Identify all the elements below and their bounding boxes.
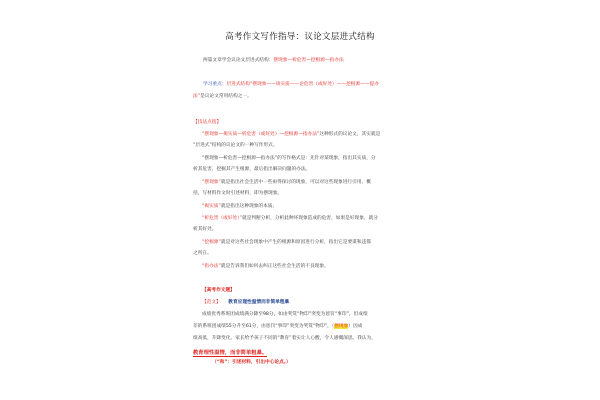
skills-p1-text: 这种形式的议论文，其实就是 — [319, 132, 381, 137]
skills-p4 — [202, 204, 277, 210]
essay-note: （“和”：引述材料，引出中心论点。） — [212, 360, 291, 365]
skills-p3 — [202, 180, 371, 186]
intro-line — [203, 58, 344, 64]
essay-para-2-text: 差的系班团成绩55分升至61分，由惩罚“事印”突变为奖赏“物印”，（ — [193, 324, 335, 329]
skills-p6 — [202, 240, 371, 246]
essay-title: 教育应理性温情而非简单粗暴 — [228, 300, 290, 305]
skills-heading: 【技法点拨】 — [193, 120, 222, 125]
skills-p5 — [202, 216, 378, 222]
skills-p5-red: “析危害（或好处）” — [202, 216, 243, 221]
essay-highlight: 摆现象 — [334, 324, 349, 329]
skills-p2: “摆现象—析危害—挖根源—指办法”的写作格式是：先针对某现象，指出其实质，分 — [202, 156, 376, 161]
study-structure-end: 法” — [193, 94, 201, 99]
example-heading: 【高考作文题】 — [202, 288, 235, 293]
skills-p4-text: 就是指出这种现象的本质。 — [220, 204, 278, 209]
intro-text: 两篇文章学会议论文层进式结构： — [203, 58, 274, 63]
skills-p2-line2: 析其危害，挖掘其产生根源，最后指出解决问题的办法。 — [193, 167, 311, 172]
study-text: 是议论文常用结构之一。 — [200, 94, 252, 99]
skills-p3-text: 就是指出社会生活中一些亟得探讨的现象，可以对这些现象进行引用、概 — [220, 180, 371, 185]
skills-p7 — [202, 264, 329, 270]
skills-p4-red: “揭实质” — [202, 204, 221, 209]
skills-p1 — [202, 132, 380, 138]
skills-p3-red: “摆现象” — [202, 180, 221, 185]
skills-p6-text: 就是对这些社会现象中产生的根源和原因进行分析，指出它是要谋和违都 — [220, 240, 371, 245]
essay-thesis-text: 教育理性温情，而非简单粗暴。 — [193, 350, 268, 356]
skills-p7-red: “指办法” — [202, 264, 221, 269]
study-line-1 — [203, 82, 379, 88]
intro-structure: 摆现象—析危害—挖根源—指办法 — [273, 58, 344, 63]
skills-p3-line2: 括，写材料作文时引述材料，即为摆现象。 — [193, 191, 283, 196]
essay-tag: 【范文】 — [202, 300, 221, 305]
skills-p1-line2: “层进式”结构的议论文的一种写作形式。 — [193, 143, 278, 148]
skills-p1-red: “摆现象—揭实质—析危害（或好处）—挖根源—指办法” — [202, 132, 320, 137]
document-title: 高考作文写作指导：议论文层进式结构 — [225, 32, 375, 42]
essay-thesis — [193, 348, 267, 356]
essay-para-1: 成绩优秀系班团成绩满分降至98分，如由奖赏“物印”突变为惩罚“事印”，但成绩 — [202, 312, 368, 317]
essay-para-2 — [193, 324, 362, 330]
essay-para-3: 绩高低，升降变化，家长给予孩子不同的“教育”着实让人心酸，令人感慨深思。我认为， — [193, 336, 376, 341]
study-structure: 层进式结构“摆现象——谈实质——论危害（或好处）——挖根源——提办 — [226, 82, 379, 87]
study-line-2 — [193, 94, 252, 100]
skills-p6-red: “挖根源” — [202, 240, 221, 245]
essay-title-line — [202, 300, 289, 306]
skills-p7-text: 就是告诉我们如何去纠正这些社会生活的不良现象。 — [220, 264, 329, 269]
skills-p5-text: 就是判断分析，分析此种坏现象造成的危害，如果是好现象，就分 — [242, 216, 378, 221]
essay-para-2-tail: ）因成 — [348, 324, 363, 329]
study-label: 学习重点： — [203, 82, 227, 87]
skills-p6-line2: 之所在。 — [193, 251, 212, 256]
skills-p5-line2: 析其好处。 — [193, 227, 217, 232]
